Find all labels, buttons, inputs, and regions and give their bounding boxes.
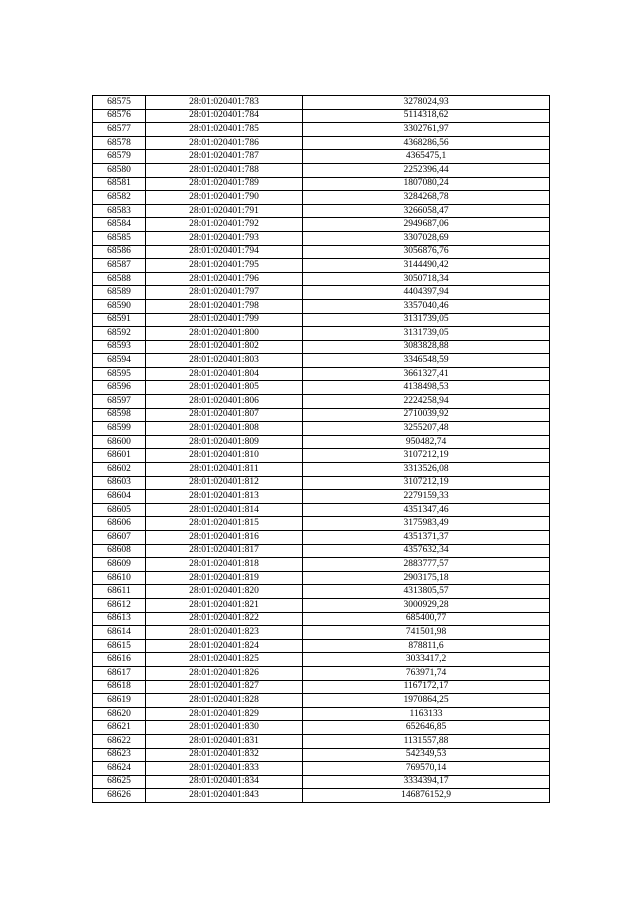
cadastral-number-cell: 28:01:020401:789 — [146, 177, 303, 191]
cadastral-number-cell: 28:01:020401:843 — [146, 789, 303, 803]
table-row — [93, 109, 550, 123]
table-row — [93, 327, 550, 341]
row-number-cell: 68576 — [93, 109, 146, 123]
row-number-cell: 68581 — [93, 177, 146, 191]
table-row — [93, 218, 550, 232]
cadastral-number-cell: 28:01:020401:817 — [146, 544, 303, 558]
value-cell: 4313805,57 — [303, 585, 550, 599]
value-cell: 3083828,88 — [303, 340, 550, 354]
cadastral-number-cell: 28:01:020401:811 — [146, 463, 303, 477]
cadastral-number-cell: 28:01:020401:834 — [146, 775, 303, 789]
cadastral-number-cell: 28:01:020401:809 — [146, 435, 303, 449]
row-number-cell: 68619 — [93, 694, 146, 708]
row-number-cell: 68618 — [93, 680, 146, 694]
cadastral-number-cell: 28:01:020401:791 — [146, 204, 303, 218]
table-row — [93, 680, 550, 694]
data-table-body — [93, 96, 550, 803]
cadastral-number-cell: 28:01:020401:826 — [146, 666, 303, 680]
row-number-cell: 68580 — [93, 163, 146, 177]
value-cell: 3661327,41 — [303, 367, 550, 381]
table-row — [93, 598, 550, 612]
value-cell: 741501,98 — [303, 626, 550, 640]
table-row — [93, 340, 550, 354]
table-row — [93, 558, 550, 572]
row-number-cell: 68587 — [93, 259, 146, 273]
row-number-cell: 68599 — [93, 422, 146, 436]
value-cell: 3131739,05 — [303, 327, 550, 341]
value-cell: 2252396,44 — [303, 163, 550, 177]
table-row — [93, 245, 550, 259]
value-cell: 3346548,59 — [303, 354, 550, 368]
row-number-cell: 68579 — [93, 150, 146, 164]
cadastral-number-cell: 28:01:020401:825 — [146, 653, 303, 667]
value-cell: 2903175,18 — [303, 571, 550, 585]
value-cell: 3107212,19 — [303, 449, 550, 463]
table-row — [93, 422, 550, 436]
table-row — [93, 408, 550, 422]
row-number-cell: 68601 — [93, 449, 146, 463]
table-row — [93, 762, 550, 776]
cadastral-number-cell: 28:01:020401:819 — [146, 571, 303, 585]
table-row — [93, 123, 550, 137]
cadastral-number-cell: 28:01:020401:806 — [146, 395, 303, 409]
value-cell: 4368286,56 — [303, 136, 550, 150]
row-number-cell: 68622 — [93, 734, 146, 748]
row-number-cell: 68605 — [93, 503, 146, 517]
row-number-cell: 68609 — [93, 558, 146, 572]
value-cell: 5114318,62 — [303, 109, 550, 123]
table-row — [93, 571, 550, 585]
cadastral-number-cell: 28:01:020401:804 — [146, 367, 303, 381]
row-number-cell: 68593 — [93, 340, 146, 354]
table-row — [93, 734, 550, 748]
table-row — [93, 191, 550, 205]
value-cell: 769570,14 — [303, 762, 550, 776]
value-cell: 542349,53 — [303, 748, 550, 762]
row-number-cell: 68591 — [93, 313, 146, 327]
cadastral-number-cell: 28:01:020401:812 — [146, 476, 303, 490]
row-number-cell: 68577 — [93, 123, 146, 137]
cadastral-number-cell: 28:01:020401:783 — [146, 96, 303, 110]
value-cell: 2710039,92 — [303, 408, 550, 422]
table-row — [93, 435, 550, 449]
row-number-cell: 68611 — [93, 585, 146, 599]
table-row — [93, 463, 550, 477]
cadastral-number-cell: 28:01:020401:807 — [146, 408, 303, 422]
value-cell: 1163133 — [303, 707, 550, 721]
value-cell: 950482,74 — [303, 435, 550, 449]
table-row — [93, 721, 550, 735]
cadastral-number-cell: 28:01:020401:793 — [146, 231, 303, 245]
table-row — [93, 544, 550, 558]
cadastral-number-cell: 28:01:020401:832 — [146, 748, 303, 762]
row-number-cell: 68596 — [93, 381, 146, 395]
table-row — [93, 666, 550, 680]
table-row — [93, 286, 550, 300]
table-row — [93, 639, 550, 653]
value-cell: 3357040,46 — [303, 299, 550, 313]
value-cell: 3284268,78 — [303, 191, 550, 205]
table-row — [93, 449, 550, 463]
value-cell: 685400,77 — [303, 612, 550, 626]
value-cell: 763971,74 — [303, 666, 550, 680]
cadastral-number-cell: 28:01:020401:797 — [146, 286, 303, 300]
cadastral-number-cell: 28:01:020401:829 — [146, 707, 303, 721]
value-cell: 3050718,34 — [303, 272, 550, 286]
table-row — [93, 395, 550, 409]
table-row — [93, 96, 550, 110]
value-cell: 2949687,06 — [303, 218, 550, 232]
value-cell: 146876152,9 — [303, 789, 550, 803]
cadastral-number-cell: 28:01:020401:784 — [146, 109, 303, 123]
table-row — [93, 612, 550, 626]
cadastral-number-cell: 28:01:020401:810 — [146, 449, 303, 463]
row-number-cell: 68586 — [93, 245, 146, 259]
cadastral-number-cell: 28:01:020401:821 — [146, 598, 303, 612]
value-cell: 3107212,19 — [303, 476, 550, 490]
cadastral-number-cell: 28:01:020401:787 — [146, 150, 303, 164]
table-row — [93, 259, 550, 273]
value-cell: 2224258,94 — [303, 395, 550, 409]
cadastral-number-cell: 28:01:020401:830 — [146, 721, 303, 735]
row-number-cell: 68583 — [93, 204, 146, 218]
cadastral-number-cell: 28:01:020401:792 — [146, 218, 303, 232]
value-cell: 3302761,97 — [303, 123, 550, 137]
table-row — [93, 517, 550, 531]
table-row — [93, 272, 550, 286]
cadastral-number-cell: 28:01:020401:820 — [146, 585, 303, 599]
row-number-cell: 68584 — [93, 218, 146, 232]
value-cell: 1167172,17 — [303, 680, 550, 694]
cadastral-number-cell: 28:01:020401:800 — [146, 327, 303, 341]
row-number-cell: 68623 — [93, 748, 146, 762]
row-number-cell: 68608 — [93, 544, 146, 558]
value-cell: 3266058,47 — [303, 204, 550, 218]
value-cell: 3313526,08 — [303, 463, 550, 477]
cadastral-number-cell: 28:01:020401:802 — [146, 340, 303, 354]
row-number-cell: 68602 — [93, 463, 146, 477]
cadastral-number-cell: 28:01:020401:816 — [146, 531, 303, 545]
cadastral-number-cell: 28:01:020401:814 — [146, 503, 303, 517]
row-number-cell: 68615 — [93, 639, 146, 653]
row-number-cell: 68600 — [93, 435, 146, 449]
data-table — [92, 95, 550, 803]
cadastral-number-cell: 28:01:020401:795 — [146, 259, 303, 273]
row-number-cell: 68578 — [93, 136, 146, 150]
row-number-cell: 68589 — [93, 286, 146, 300]
row-number-cell: 68613 — [93, 612, 146, 626]
table-row — [93, 163, 550, 177]
table-row — [93, 177, 550, 191]
table-row — [93, 748, 550, 762]
table-row — [93, 354, 550, 368]
row-number-cell: 68616 — [93, 653, 146, 667]
table-row — [93, 299, 550, 313]
row-number-cell: 68625 — [93, 775, 146, 789]
value-cell: 4404397,94 — [303, 286, 550, 300]
table-row — [93, 626, 550, 640]
cadastral-number-cell: 28:01:020401:818 — [146, 558, 303, 572]
cadastral-number-cell: 28:01:020401:796 — [146, 272, 303, 286]
cadastral-number-cell: 28:01:020401:815 — [146, 517, 303, 531]
cadastral-number-cell: 28:01:020401:833 — [146, 762, 303, 776]
value-cell: 4351347,46 — [303, 503, 550, 517]
value-cell: 4138498,53 — [303, 381, 550, 395]
row-number-cell: 68606 — [93, 517, 146, 531]
row-number-cell: 68626 — [93, 789, 146, 803]
cadastral-number-cell: 28:01:020401:786 — [146, 136, 303, 150]
value-cell: 3307028,69 — [303, 231, 550, 245]
cadastral-number-cell: 28:01:020401:785 — [146, 123, 303, 137]
value-cell: 1131557,88 — [303, 734, 550, 748]
cadastral-number-cell: 28:01:020401:798 — [146, 299, 303, 313]
table-row — [93, 531, 550, 545]
row-number-cell: 68621 — [93, 721, 146, 735]
row-number-cell: 68617 — [93, 666, 146, 680]
table-row — [93, 694, 550, 708]
value-cell: 878811,6 — [303, 639, 550, 653]
row-number-cell: 68624 — [93, 762, 146, 776]
value-cell: 2279159,33 — [303, 490, 550, 504]
row-number-cell: 68582 — [93, 191, 146, 205]
cadastral-number-cell: 28:01:020401:803 — [146, 354, 303, 368]
cadastral-number-cell: 28:01:020401:822 — [146, 612, 303, 626]
value-cell: 1807080,24 — [303, 177, 550, 191]
table-row — [93, 381, 550, 395]
cadastral-number-cell: 28:01:020401:828 — [146, 694, 303, 708]
table-row — [93, 204, 550, 218]
row-number-cell: 68607 — [93, 531, 146, 545]
cadastral-number-cell: 28:01:020401:813 — [146, 490, 303, 504]
table-row — [93, 775, 550, 789]
table-row — [93, 585, 550, 599]
table-row — [93, 503, 550, 517]
row-number-cell: 68590 — [93, 299, 146, 313]
table-row — [93, 313, 550, 327]
row-number-cell: 68588 — [93, 272, 146, 286]
row-number-cell: 68575 — [93, 96, 146, 110]
table-row — [93, 150, 550, 164]
cadastral-number-cell: 28:01:020401:788 — [146, 163, 303, 177]
table-row — [93, 367, 550, 381]
cadastral-number-cell: 28:01:020401:831 — [146, 734, 303, 748]
value-cell: 3131739,05 — [303, 313, 550, 327]
cadastral-number-cell: 28:01:020401:823 — [146, 626, 303, 640]
table-row — [93, 136, 550, 150]
table-row — [93, 789, 550, 803]
cadastral-number-cell: 28:01:020401:790 — [146, 191, 303, 205]
row-number-cell: 68598 — [93, 408, 146, 422]
row-number-cell: 68594 — [93, 354, 146, 368]
cadastral-number-cell: 28:01:020401:824 — [146, 639, 303, 653]
cadastral-number-cell: 28:01:020401:805 — [146, 381, 303, 395]
value-cell: 3033417,2 — [303, 653, 550, 667]
row-number-cell: 68612 — [93, 598, 146, 612]
row-number-cell: 68597 — [93, 395, 146, 409]
cadastral-number-cell: 28:01:020401:808 — [146, 422, 303, 436]
value-cell: 3056876,76 — [303, 245, 550, 259]
table-row — [93, 490, 550, 504]
table-row — [93, 231, 550, 245]
cadastral-number-cell: 28:01:020401:794 — [146, 245, 303, 259]
value-cell: 652646,85 — [303, 721, 550, 735]
value-cell: 3255207,48 — [303, 422, 550, 436]
row-number-cell: 68614 — [93, 626, 146, 640]
value-cell: 4357632,34 — [303, 544, 550, 558]
row-number-cell: 68603 — [93, 476, 146, 490]
table-row — [93, 707, 550, 721]
value-cell: 3278024,93 — [303, 96, 550, 110]
value-cell: 2883777,57 — [303, 558, 550, 572]
table-row — [93, 653, 550, 667]
value-cell: 1970864,25 — [303, 694, 550, 708]
row-number-cell: 68592 — [93, 327, 146, 341]
value-cell: 4351371,37 — [303, 531, 550, 545]
value-cell: 3175983,49 — [303, 517, 550, 531]
row-number-cell: 68610 — [93, 571, 146, 585]
value-cell: 4365475,1 — [303, 150, 550, 164]
row-number-cell: 68604 — [93, 490, 146, 504]
value-cell: 3000929,28 — [303, 598, 550, 612]
value-cell: 3334394,17 — [303, 775, 550, 789]
cadastral-number-cell: 28:01:020401:827 — [146, 680, 303, 694]
row-number-cell: 68595 — [93, 367, 146, 381]
row-number-cell: 68620 — [93, 707, 146, 721]
cadastral-number-cell: 28:01:020401:799 — [146, 313, 303, 327]
value-cell: 3144490,42 — [303, 259, 550, 273]
row-number-cell: 68585 — [93, 231, 146, 245]
table-row — [93, 476, 550, 490]
